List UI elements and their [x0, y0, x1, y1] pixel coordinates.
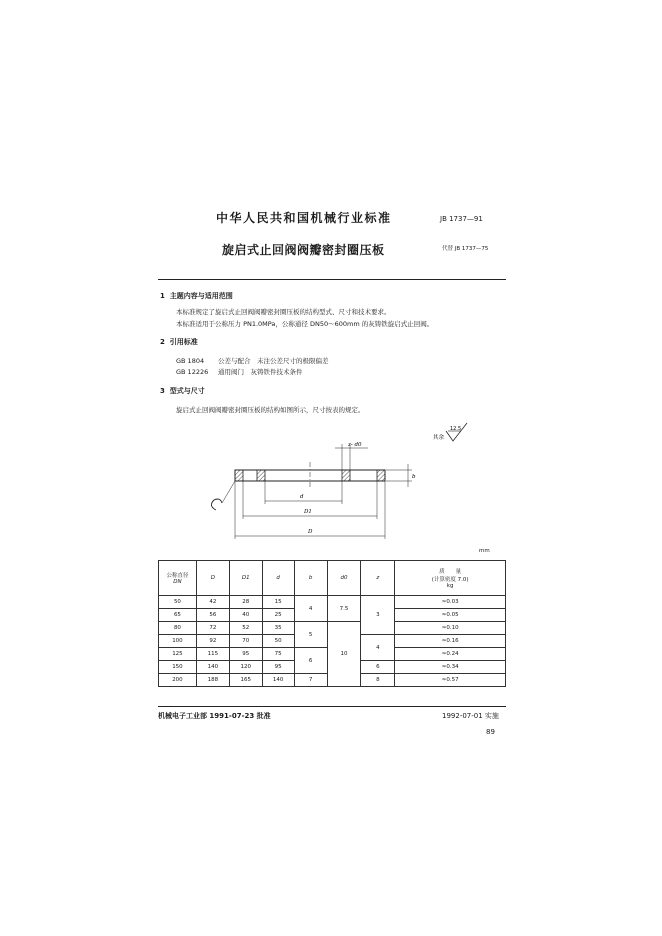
standard-title: 中华人民共和国机械行业标准 — [216, 211, 392, 225]
replaces-note: 代替 JB 1737—75 — [442, 246, 489, 252]
unit-label: mm — [479, 548, 490, 554]
header-mass: 质 量 (计算密度 7.0) kg — [395, 561, 506, 596]
table-row: 200 188 165 140 7 8 ≈0.57 — [159, 674, 506, 687]
header-divider — [158, 279, 506, 280]
approval-note: 机械电子工业部 1991-07-23 批准 — [158, 712, 271, 720]
document-title: 旋启式止回阀阀瓣密封圈压板 — [222, 243, 385, 257]
chamfer-mark — [211, 499, 222, 510]
roughness-value: 12.5 — [450, 426, 462, 432]
dim-label-b: b — [412, 474, 416, 480]
header-D1: D1 — [229, 561, 262, 596]
hatched-hole-left — [257, 470, 265, 481]
section-1-heading: 1 主题内容与适用范围 — [160, 292, 233, 300]
dim-label-big-d: D — [308, 529, 313, 535]
implementation-date: 1992-07-01 实施 — [442, 712, 499, 720]
header-z: z — [361, 561, 395, 596]
hatched-section-right — [377, 470, 385, 481]
header-D: D — [196, 561, 229, 596]
table-header-row — [159, 561, 506, 596]
table-row: 125 115 95 75 6 ≈0.24 — [159, 648, 506, 661]
hatched-hole-right — [342, 470, 350, 481]
roughness-label: 其余 — [433, 435, 445, 441]
header-b: b — [294, 561, 327, 596]
section-3-heading: 3 型式与尺寸 — [160, 387, 205, 395]
table-row: 100 92 70 50 4 ≈0.16 — [159, 635, 506, 648]
reference-item: GB 1804 公差与配合 未注公差尺寸的极限偏差 — [176, 357, 329, 365]
dim-label-d1: D1 — [304, 509, 312, 515]
footer-divider — [158, 706, 506, 707]
header-d: d — [262, 561, 294, 596]
dim-label-d: d — [300, 494, 304, 500]
reference-item: GB 12226 通用阀门 灰铸铁件技术条件 — [176, 368, 303, 376]
table-row: 65 56 40 25 ≈0.05 — [159, 609, 506, 622]
table-row: 80 72 52 35 5 10 ≈0.10 — [159, 622, 506, 635]
header-dn: 公称直径 DN — [159, 561, 197, 596]
section-1-paragraph-1: 本标准规定了旋启式止回阀阀瓣密封圈压板的结构型式、尺寸和技术要求。 — [176, 308, 391, 316]
section-2-heading: 2 引用标准 — [160, 338, 198, 346]
section-1-paragraph-2: 本标准适用于公称压力 PN1.0MPa，公称通径 DN50～600mm 的灰铸铁旋启式止回阀。 — [176, 320, 434, 328]
header-d0: d0 — [327, 561, 361, 596]
dimension-table — [158, 560, 506, 687]
section-3-paragraph: 旋启式止回阀阀瓣密封圈压板的结构如图所示，尺寸按表的规定。 — [176, 406, 365, 414]
page-number: 89 — [486, 728, 495, 736]
hatched-section-left — [235, 470, 243, 481]
standard-number: JB 1737—91 — [440, 215, 483, 223]
dim-label-holes: z- d0 — [348, 442, 362, 448]
table-row: 150 140 120 95 6 ≈0.34 — [159, 661, 506, 674]
pressure-plate-drawing — [190, 418, 490, 548]
table-row: 50 42 28 15 4 7.5 3 ≈0.03 — [159, 596, 506, 609]
